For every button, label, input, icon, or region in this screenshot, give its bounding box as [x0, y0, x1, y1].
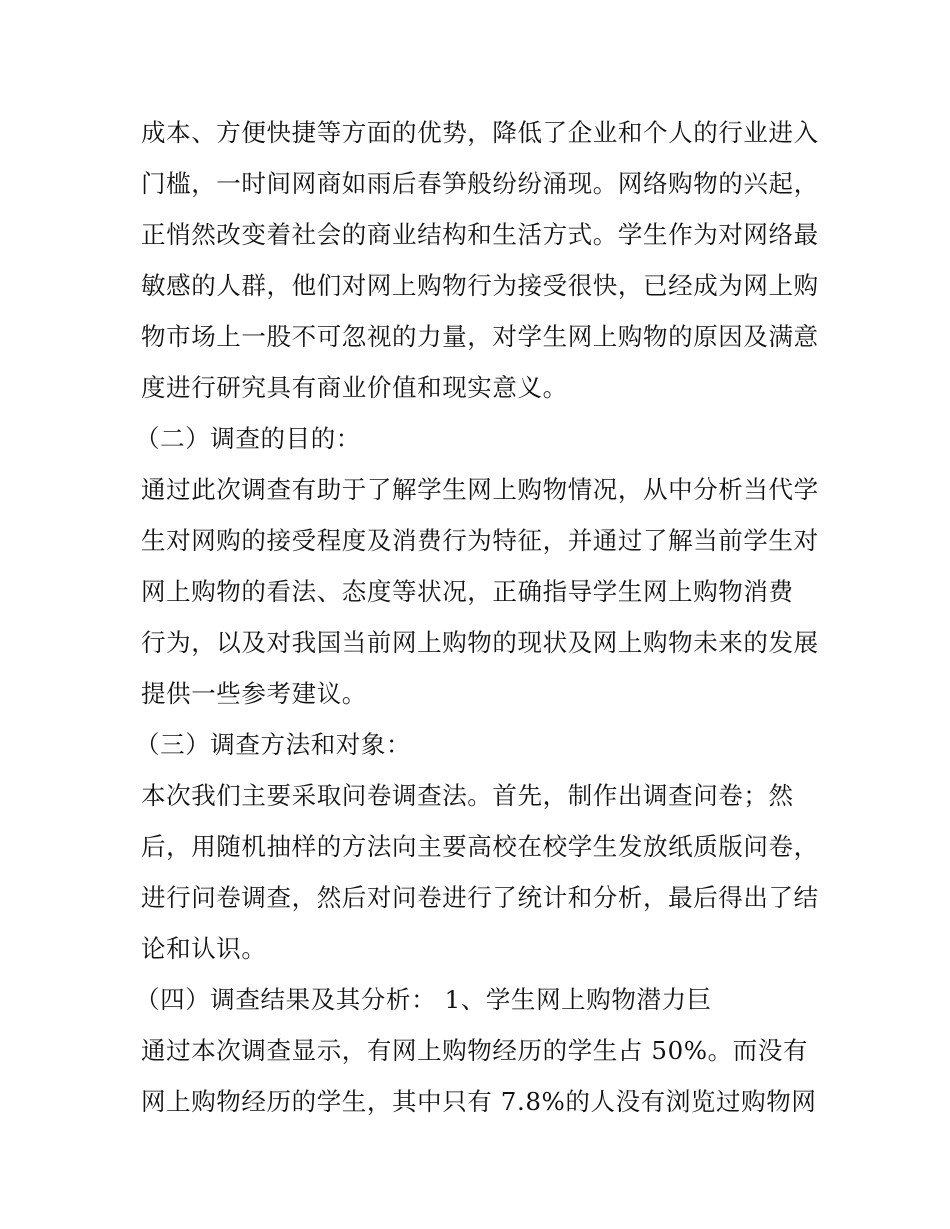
body-line: 敏感的人群，他们对网上购物行为接受很快，已经成为网上购 [141, 271, 819, 300]
body-line: 进行问卷调查，然后对问卷进行了统计和分析，最后得出了结 [141, 883, 819, 912]
body-line: 通过本次调查显示，有网上购物经历的学生占 50%。而没有 [141, 1036, 809, 1065]
document-body [135, 107, 821, 1127]
body-line: 通过此次调查有助于了解学生网上购物情况，从中分析当代学 [141, 475, 819, 504]
section-heading-method: （三）调查方法和对象： [135, 730, 412, 759]
body-line: 度进行研究具有商业价值和现实意义。 [141, 373, 568, 402]
body-line: 后，用随机抽样的方法向主要高校在校学生发放纸质版问卷， [141, 832, 819, 861]
body-line: 本次我们主要采取问卷调查法。首先，制作出调查问卷；然 [141, 781, 794, 810]
body-line: 网上购物的看法、态度等状况，正确指导学生网上购物消费 [141, 577, 794, 606]
section-heading-purpose: （二）调查的目的： [135, 424, 361, 453]
body-line: 门槛，一时间网商如雨后春笋般纷纷涌现。网络购物的兴起， [141, 169, 819, 198]
body-line: 论和认识。 [141, 934, 267, 963]
section-heading-results: （四）调查结果及其分析： 1、学生网上购物潜力巨 [135, 985, 712, 1014]
body-line: 行为，以及对我国当前网上购物的现状及网上购物未来的发展 [141, 628, 819, 657]
body-line: 正悄然改变着社会的商业结构和生活方式。学生作为对网络最 [141, 220, 819, 249]
body-line: 物市场上一股不可忽视的力量，对学生网上购物的原因及满意 [141, 322, 819, 351]
body-line: 生对网购的接受程度及消费行为特征，并通过了解当前学生对 [141, 526, 819, 555]
body-line: 提供一些参考建议。 [141, 679, 367, 708]
body-line: 成本、方便快捷等方面的优势，降低了企业和个人的行业进入 [141, 118, 819, 147]
body-line: 网上购物经历的学生，其中只有 7.8%的人没有浏览过购物网 [141, 1087, 817, 1116]
